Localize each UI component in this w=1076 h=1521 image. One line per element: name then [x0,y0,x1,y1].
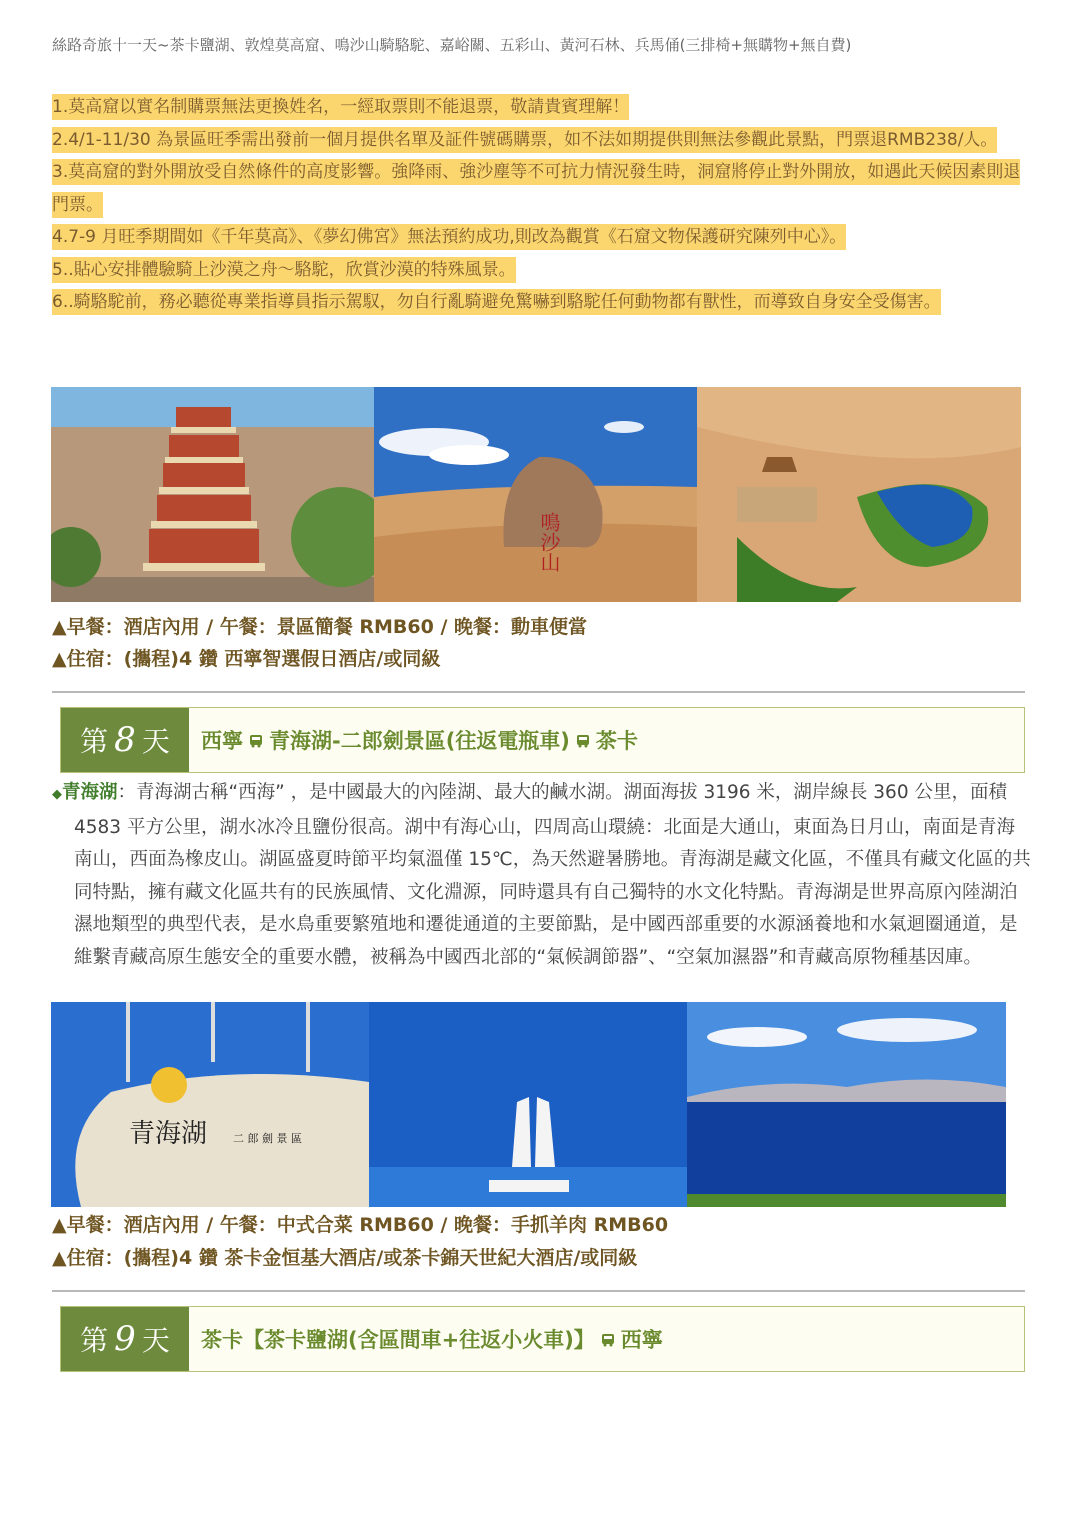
day8-badge [61,708,189,772]
day-number: 8 [114,720,136,760]
day-prefix: 第 [80,1324,109,1357]
bus-icon [249,734,263,748]
section-divider [52,691,1025,693]
bus-icon [601,1333,615,1347]
day7-meals: ▲早餐：酒店內用 / 午餐：景區簡餐 RMB60 / 晚餐：動車便當 [52,616,588,638]
notes-list [52,91,1032,319]
mingsha-rock-photo [374,387,697,602]
crescent-lake-photo [697,387,1021,602]
day9-route [201,1307,663,1371]
day7-photo-row [51,387,1021,602]
route-stop: 青海湖-二郎劍景區(往返電瓶車) [269,729,570,753]
day8-route [201,708,638,772]
route-origin: 茶卡【茶卡鹽湖(含區間車+往返小火車)】 [201,1328,595,1352]
route-destination: 茶卡 [595,729,638,753]
day8-photo-row [51,1002,1006,1207]
sign-title: 青海湖 [129,1119,208,1149]
bus-icon [576,734,590,748]
day-number: 9 [114,1319,136,1359]
qinghai-sign-photo [51,1002,369,1207]
day8-header [60,707,1025,773]
note-item: 4.7-9 月旺季期間如《千年莫高》、《夢幻佛宮》無法預約成功,則改為觀賞《石窟文物保護研究陳列中心》。 [52,221,1032,254]
tour-title: 絲路奇旅十一天~茶卡鹽湖、敦煌莫高窟、鳴沙山騎駱駝、嘉峪關、五彩山、黃河石林、兵馬俑(三排椅+無購物+無自費) [52,36,852,54]
qinghai-lake-photo [687,1002,1006,1207]
day-suffix: 天 [141,1324,170,1357]
day8-hotel: ▲住宿：(攜程)4 鑽 茶卡金恒基大酒店/或茶卡錦天世紀大酒店/或同級 [52,1247,638,1269]
note-item: 6..騎駱駝前，務必聽從專業指導員指示駕馭，勿自行亂騎避免驚嚇到駱駝任何動物都有獸性，而導致自身安全受傷害。 [52,286,1032,319]
note-item: 5..貼心安排體驗騎上沙漠之舟～駱駝，欣賞沙漠的特殊風景。 [52,254,1032,287]
diamond-icon: ◆ [52,787,62,802]
route-origin: 西寧 [201,729,243,753]
day8-meals: ▲早餐：酒店內用 / 午餐：中式合菜 RMB60 / 晚餐：手抓羊肉 RMB60 [52,1214,669,1236]
day9-header [60,1306,1025,1372]
day-prefix: 第 [80,725,109,758]
note-item: 1.莫高窟以實名制購票無法更換姓名，一經取票則不能退票，敬請貴賓理解！ [52,91,1032,124]
day-suffix: 天 [141,725,170,758]
attraction-name: 青海湖 [62,782,118,803]
attraction-text: ：青海湖古稱“西海” ，是中國最大的內陸湖、最大的鹹水湖。湖面海拔 3196 米，湖岸線長 360 公里，面積 4583 平方公里，湖水冰冷且鹽份很高。湖中有海心山，四周高山環繞：北面是大通山，東面為日月山，南面是青海南山，西面為橡皮山。湖區盛夏時節平均氣溫僅 15℃，為天然避暑勝地。青海湖是藏文化區，不僅具有藏文化區的共同特點，擁有藏文化區共有的民族風情、文化淵源，同時還具有自己獨特的水文化特點。青海湖是世界高原內陸湖泊濕地類型的典型代表，是水鳥重要繁殖地和遷徙通道的主要節點，是中國西部重要的水源涵養地和水氣迴圈通道，是維繫青藏高原生態安全的重要水體，被稱為中國西北部的“氣候調節器”、“空氣加濕器”和青藏高原物種基因庫。 [74,782,1031,968]
lake-monument-photo [369,1002,687,1207]
mogao-caves-photo [51,387,374,602]
note-item: 3.莫高窟的對外開放受自然條件的高度影響。強降雨、強沙塵等不可抗力情況發生時，洞窟將停止對外開放，如遇此天候因素則退門票。 [52,156,1032,221]
rock-inscription: 鳴沙山 [537,512,561,572]
section-divider [52,1290,1025,1292]
day9-badge [61,1307,189,1371]
day7-hotel: ▲住宿：(攜程)4 鑽 西寧智選假日酒店/或同級 [52,648,441,670]
qinghai-lake-description [52,777,1032,974]
sign-subtitle: 二 郎 劍 景 區 [233,1132,302,1145]
note-item: 2.4/1-11/30 為景區旺季需出發前一個月提供名單及証件號碼購票，如不法如期提供則無法參觀此景點，門票退RMB238/人。 [52,124,1032,157]
route-destination: 西寧 [620,1328,663,1352]
